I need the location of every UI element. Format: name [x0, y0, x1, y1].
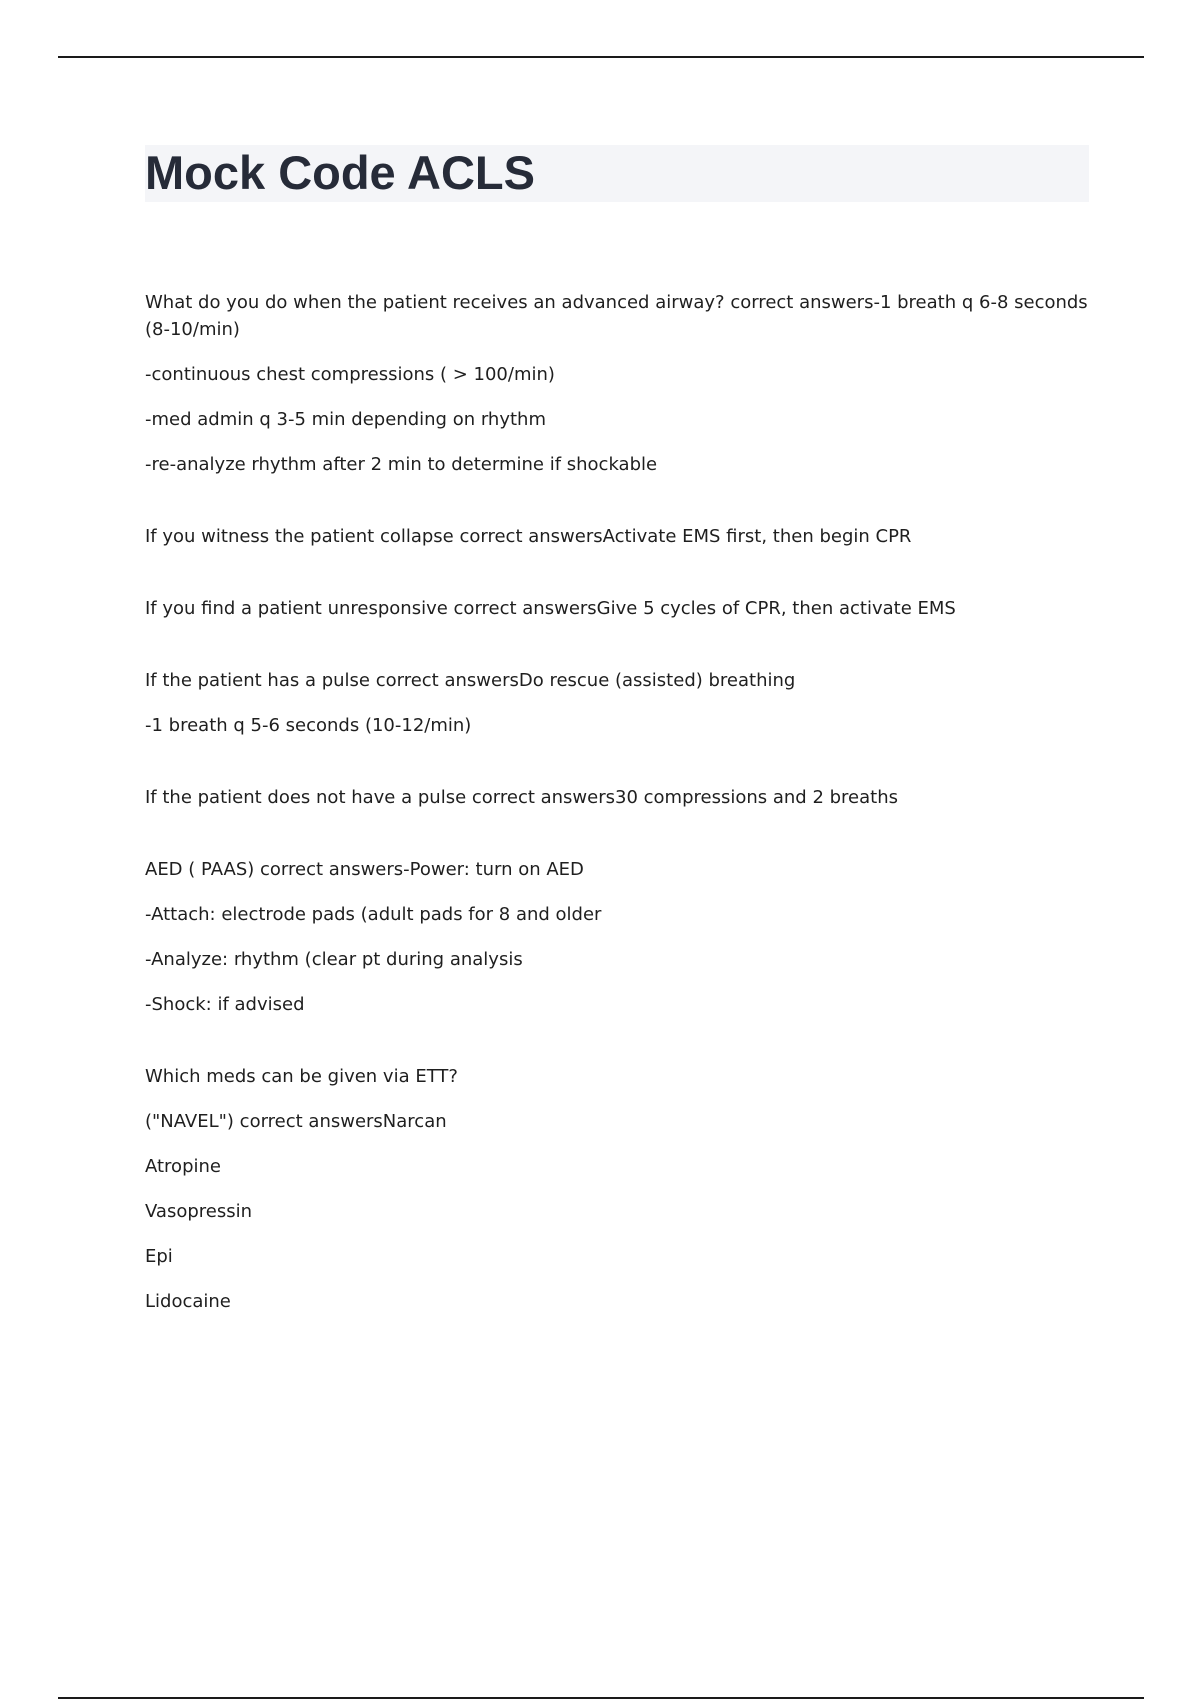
qa-entry-unresponsive [145, 595, 1090, 622]
document-body [145, 289, 1094, 1360]
qa-entry-ett-meds [145, 1063, 1090, 1315]
entry-line: -med admin q 3-5 min depending on rhythm [145, 409, 546, 430]
entry-line: Which meds can be given via ETT? [145, 1066, 458, 1087]
entry-line: Lidocaine [145, 1291, 231, 1312]
entry-line: -continuous chest compressions ( > 100/min) [145, 364, 555, 385]
bottom-rule [58, 1697, 1144, 1699]
entry-line: What do you do when the patient receives an advanced airway? correct answers-1 breath q 6-8 seconds (8-10/min) [145, 292, 1094, 340]
qa-entry-no-pulse [145, 784, 1090, 811]
qa-entry-has-pulse [145, 667, 1090, 739]
top-rule [58, 56, 1144, 58]
entry-line: If you find a patient unresponsive correct answersGive 5 cycles of CPR, then activate EMS [145, 598, 956, 619]
entry-line: If you witness the patient collapse correct answersActivate EMS first, then begin CPR [145, 526, 912, 547]
entry-line: Atropine [145, 1156, 221, 1177]
qa-entry-witness-collapse [145, 523, 1090, 550]
entry-line: -re-analyze rhythm after 2 min to determine if shockable [145, 454, 658, 475]
entry-line: -1 breath q 5-6 seconds (10-12/min) [145, 715, 472, 736]
entry-line: AED ( PAAS) correct answers-Power: turn on AED [145, 859, 584, 880]
entry-line: Epi [145, 1246, 173, 1267]
entry-line: -Shock: if advised [145, 994, 305, 1015]
entry-line: ("NAVEL") correct answersNarcan [145, 1111, 447, 1132]
entry-line: -Attach: electrode pads (adult pads for 8 and older [145, 904, 602, 925]
document-title: Mock Code ACLS [145, 146, 535, 199]
qa-entry-aed [145, 856, 1090, 1018]
entry-line: If the patient has a pulse correct answersDo rescue (assisted) breathing [145, 670, 796, 691]
entry-line: -Analyze: rhythm (clear pt during analysis [145, 949, 523, 970]
entry-line: Vasopressin [145, 1201, 253, 1222]
qa-entry-advanced-airway [145, 289, 1094, 478]
entry-line: If the patient does not have a pulse correct answers30 compressions and 2 breaths [145, 787, 898, 808]
